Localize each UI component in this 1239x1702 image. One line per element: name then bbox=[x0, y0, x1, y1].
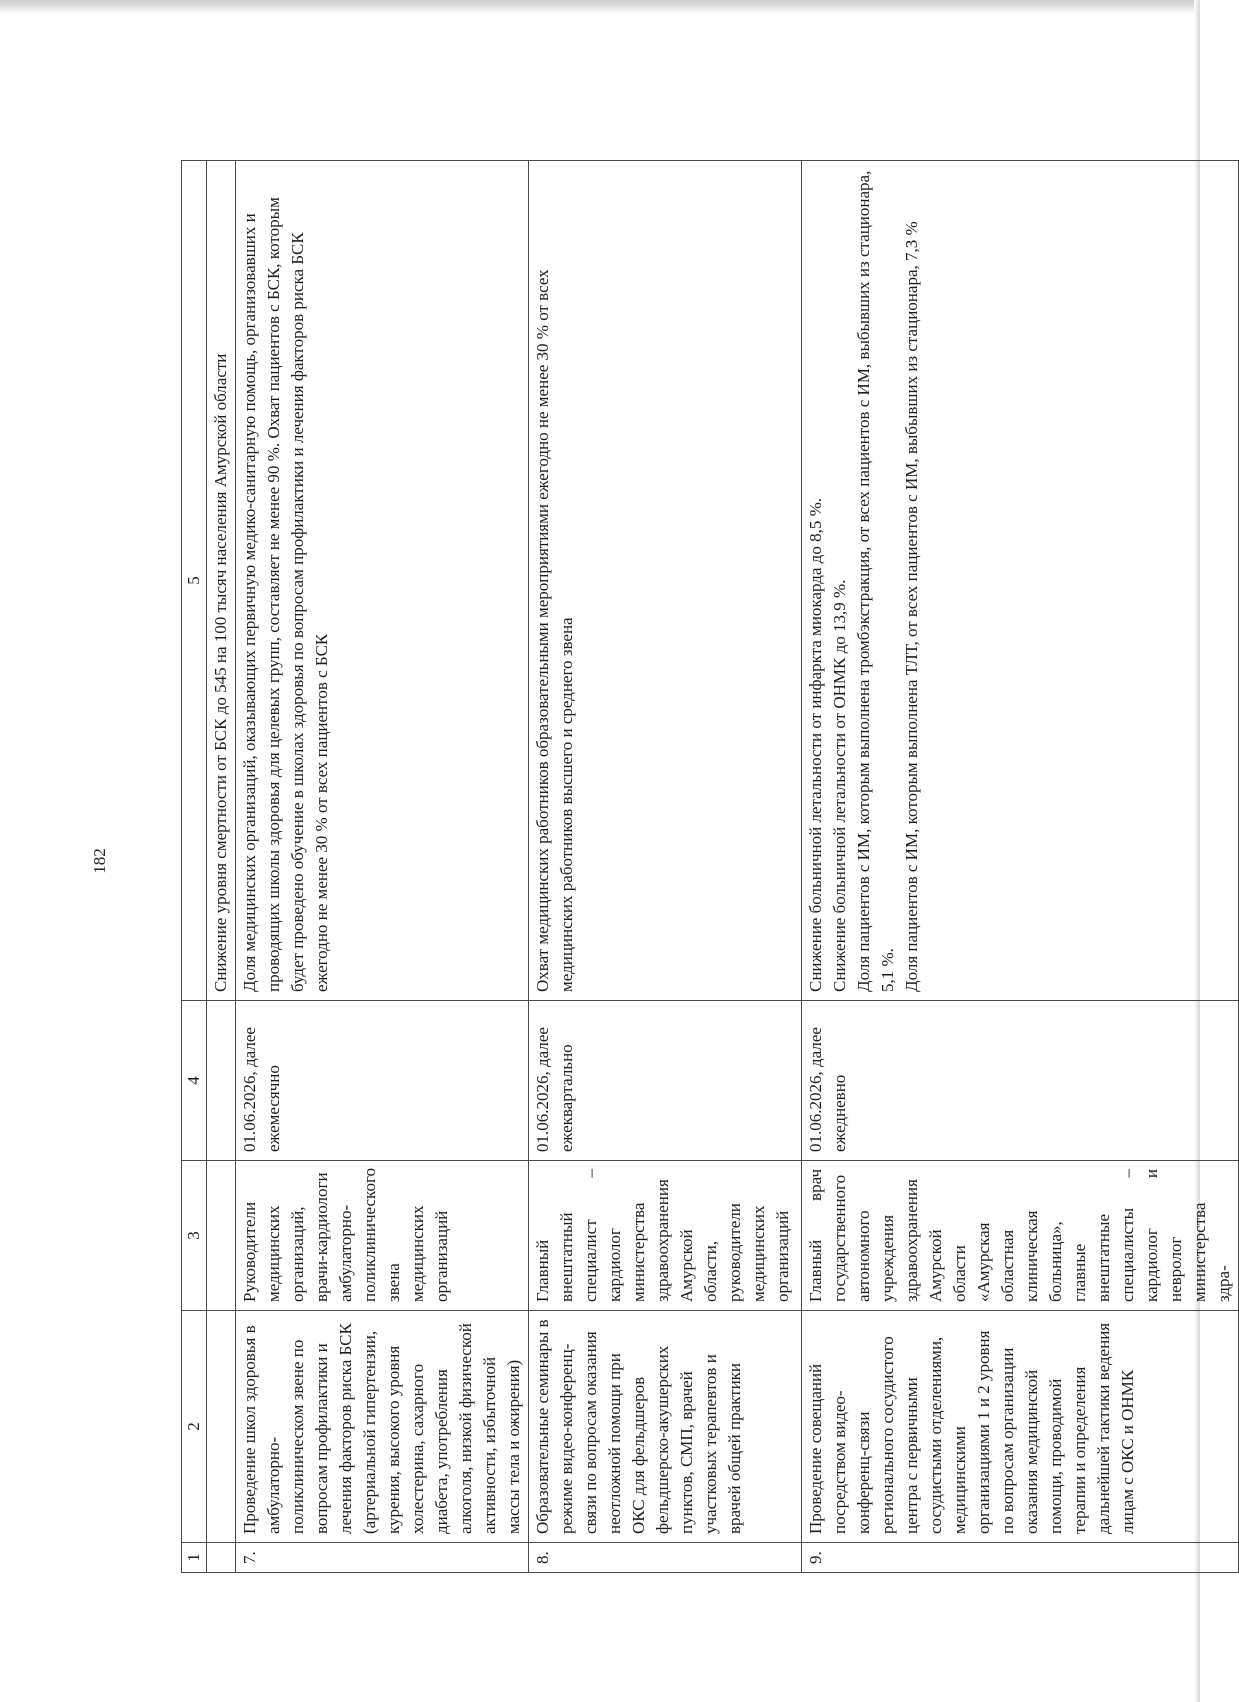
result-cell bbox=[529, 161, 802, 1001]
measure-text: Проведение совещаний посредством видео-конференц-связи регионального сосудистого центра с первичными сосудистыми отделениями, медицинскими организациями 1 и 2 уровня по вопросам организации оказания медицинской помощи, проводимой терапии и определения дальнейшей тактики ведения лицам с ОКС и ОНМК bbox=[806, 1322, 1137, 1534]
row-number-cell: 9. bbox=[802, 1543, 1239, 1573]
row-number-cell: 8. bbox=[529, 1543, 802, 1573]
deadline-cell bbox=[236, 1001, 529, 1161]
measure-cell bbox=[207, 1311, 236, 1543]
result-text: Охват медицинских работников образовательными мероприятиями ежегодно не менее 30 % от всех медицинских работников высшего и среднего звена bbox=[533, 269, 576, 992]
responsible-cell bbox=[529, 1161, 802, 1311]
deadline-cell bbox=[802, 1001, 1239, 1161]
measures-table bbox=[181, 160, 1239, 1573]
result-cell bbox=[802, 161, 1239, 1001]
rotated-table-container bbox=[181, 161, 1233, 1573]
table-header-row bbox=[182, 161, 207, 1573]
measure-cell bbox=[529, 1311, 802, 1543]
table-row-8 bbox=[529, 161, 802, 1573]
result-text: Доля медицинских организаций, оказывающих первичную медико-санитарную помощь, организовавших и проводящих школы здоровья для целевых групп, составляет не менее 90 %. Охват пациентов с БСК, которым будет проведено обучение в школах здоровья по вопросам профилактики и лечения факторов риска БСК ежегодно не менее 30 % от всех пациентов с БСК bbox=[240, 197, 331, 992]
header-cell-2: 2 bbox=[182, 1311, 207, 1543]
row-number-cell: 7. bbox=[236, 1543, 529, 1573]
result-cell bbox=[236, 161, 529, 1001]
measure-cell bbox=[236, 1311, 529, 1543]
header-cell-5: 5 bbox=[182, 161, 207, 1001]
responsible-text: Главный врач государственного автономного учреждения здравоохранения Амурской области «Амурская областная клиническая больница», главные внештатные специалисты – кардиолог и невролог министерства здра- bbox=[806, 1169, 1233, 1302]
header-cell-3: 3 bbox=[182, 1161, 207, 1311]
table-row-7 bbox=[236, 161, 529, 1573]
measure-cell bbox=[802, 1311, 1239, 1543]
deadline-cell bbox=[529, 1001, 802, 1161]
header-cell-1: 1 bbox=[182, 1543, 207, 1573]
responsible-cell bbox=[802, 1161, 1239, 1311]
responsible-text: Руководители медицинских организаций, врачи-кардиологи амбулаторно-поликлинического звена медицинских организаций bbox=[240, 1168, 451, 1302]
table-row-continuation bbox=[207, 161, 236, 1573]
responsible-cell bbox=[236, 1161, 529, 1311]
header-cell-4: 4 bbox=[182, 1001, 207, 1161]
responsible-cell bbox=[207, 1161, 236, 1311]
deadline-cell bbox=[207, 1001, 236, 1161]
deadline-text: 01.06.2026, далее ежедневно bbox=[806, 1027, 849, 1152]
result-text: Снижение больничной летальности от инфаркта миокарда до 8,5 %. Снижение больничной летальности от ОНМК до 13,9 %. Доля пациентов с ИМ, которым выполнена тромбэкстракция, от всех пациентов с ИМ, выбывших из стационара, 5,1 %. Доля пациентов с ИМ, которым выполнена ТЛТ, от всех пациентов с ИМ, выбывших из стационара, 7,3 % bbox=[806, 170, 921, 992]
deadline-text: 01.06.2026, далее ежеквартально bbox=[533, 1027, 576, 1152]
page-number: 182 bbox=[90, 848, 109, 874]
row-number-cell bbox=[207, 1543, 236, 1573]
deadline-text: 01.06.2026, далее ежемесячно bbox=[240, 1027, 283, 1152]
result-cell: Снижение уровня смертности от БСК до 545 на 100 тысяч населения Амурской области bbox=[207, 161, 236, 1001]
measure-text: Проведение школ здоровья в амбулаторно-поликлиническом звене по вопросам профилактики и лечения факторов риска БСК (артериальной гипертензии, курения, высокого уровня холестерина, сахарного диабета, употребления алкоголя, низкой физической активности, избыточной массы тела и ожирения) bbox=[240, 1323, 523, 1534]
responsible-text: Главный внештатный специалист – кардиолог министерства здравоохранения Амурской области, руководители медицинских организаций bbox=[533, 1169, 792, 1302]
table-row-9 bbox=[802, 161, 1239, 1573]
measure-text: Образовательные семинары в режиме видео-конференц-связи по вопросам оказания неотложной помощи при ОКС для фельдшеров фельдшерско-акушерских пунктов, СМП, врачей участковых терапевтов и врачей общей практики bbox=[533, 1319, 744, 1534]
scan-edge-top bbox=[0, 0, 1200, 14]
